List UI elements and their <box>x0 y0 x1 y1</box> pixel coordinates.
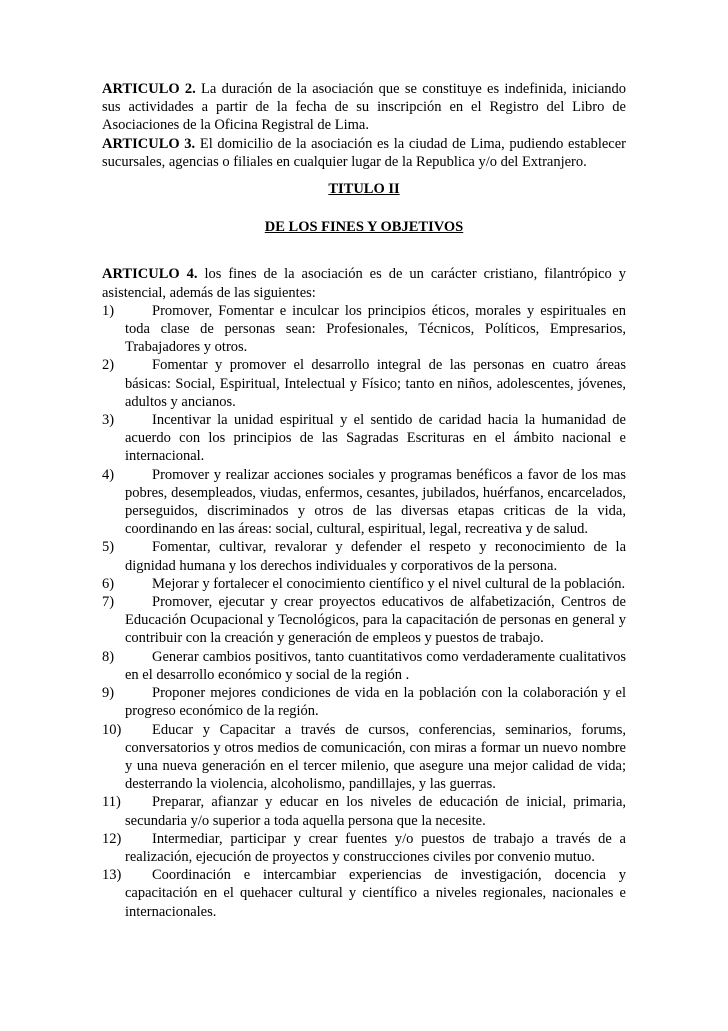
item-number: 8) <box>102 648 115 665</box>
item-text: Coordinación e intercambiar experiencias de investigación, docencia y capacitación en el quehacer cultural y científico a niveles regionales, nacionales e internacionales. <box>125 867 626 920</box>
list-item <box>102 793 626 829</box>
section-subtitle: DE LOS FINES Y OBJETIVOS <box>264 219 464 236</box>
item-number: 1) <box>102 302 115 319</box>
document-page <box>102 80 626 921</box>
list-item <box>102 830 626 866</box>
item-text: Mejorar y fortalecer el conocimiento científico y el nivel cultural de la población. <box>152 575 626 592</box>
list-item <box>102 575 626 593</box>
objectives-list <box>102 302 626 921</box>
item-number: 9) <box>102 685 115 702</box>
article-2-text: La duración de la asociación que se constituye es indefinida, iniciando sus actividades a partir de la fecha de su inscripción en el Registro del Libro de Asociaciones de la Oficina Registral de Lima. <box>102 81 627 134</box>
item-number: 3) <box>102 412 115 429</box>
item-number: 11) <box>102 794 121 811</box>
article-4-label: ARTICULO 4. <box>102 266 198 283</box>
item-text: Preparar, afianzar y educar en los niveles de educación de inicial, primaria, secundaria y/o superior a toda aquella persona que la necesite. <box>125 794 626 829</box>
item-number: 7) <box>102 594 115 611</box>
item-number: 2) <box>102 357 115 374</box>
item-text: Promover, ejecutar y crear proyectos educativos de alfabetización, Centros de Educación Ocupacional y Tecnológicos, para la capacitación de personas en general y contribuir con la creación y generación de empleos y puestos de trabajo. <box>125 594 626 647</box>
item-text: Proponer mejores condiciones de vida en la población con la colaboración y el progreso económico de la región. <box>125 685 626 720</box>
list-item <box>102 593 626 648</box>
item-number: 6) <box>102 575 115 592</box>
item-text: Fomentar y promover el desarrollo integral de las personas en cuatro áreas básicas: Social, Espiritual, Intelectual y Físico; tanto en niños, adolescentes, jóvenes, adultos y ancianos. <box>125 357 626 410</box>
item-number: 13) <box>102 867 122 884</box>
section-title: TITULO II <box>328 181 400 198</box>
item-number: 5) <box>102 539 115 556</box>
list-item <box>102 302 626 357</box>
article-2-label: ARTICULO 2. <box>102 81 196 97</box>
item-number: 12) <box>102 830 122 847</box>
item-text: Promover, Fomentar e inculcar los principios éticos, morales y espirituales en toda clase de personas sean: Profesionales, Técnicos, Políticos, Empresarios, Trabajadores y otros. <box>125 302 626 356</box>
item-text: Intermediar, participar y crear fuentes y/o puestos de trabajo a través de a realización, ejecución de proyectos y construcciones civiles por convenio mutuo. <box>125 830 626 865</box>
article-3-label: ARTICULO 3. <box>102 135 196 152</box>
article-3-text: El domicilio de la asociación es la ciudad de Lima, pudiendo establecer sucursales, agencias o filiales en cualquier lugar de la Republica y/o del Extranjero. <box>102 135 626 170</box>
list-item <box>102 866 626 921</box>
item-text: Generar cambios positivos, tanto cuantitativos como verdaderamente cualitativos en el desarrollo económico y social de la región . <box>125 648 626 683</box>
item-text: Promover y realizar acciones sociales y programas benéficos a favor de los mas pobres, desempleados, viudas, enfermos, cesantes, jubilados, huérfanos, encarcelados, perseguidos, discriminados y otros de las diversas etapas criticas de la vida, coordinando en las áreas: social, cultural, espiritual, legal, recreativa y de salud. <box>125 466 626 538</box>
article-2 <box>102 80 626 135</box>
item-text: Incentivar la unidad espiritual y el sentido de caridad hacia la humanidad de acuerdo con los principios de las Sagradas Escrituras en el ámbito nacional e internacional. <box>125 412 626 465</box>
item-text: Educar y Capacitar a través de cursos, conferencias, seminarios, forums, conversatorios y otros medios de comunicación, con miras a formar un nuevo nombre y una nueva generación en el tercer milenio, que asegure una mejor calidad de vida; desterrando la violencia, alcoholismo, pandillajes, y las guerras. <box>125 721 626 793</box>
list-item <box>102 648 626 684</box>
article-4-text: los fines de la asociación es de un carácter cristiano, filantrópico y asistencial, además de las siguientes: <box>102 266 627 301</box>
item-number: 4) <box>102 466 115 483</box>
list-item <box>102 684 626 720</box>
list-item <box>102 411 626 466</box>
list-item <box>102 356 626 411</box>
article-4 <box>102 265 626 301</box>
list-item <box>102 538 626 574</box>
item-text: Fomentar, cultivar, revalorar y defender el respeto y reconocimiento de la dignidad humana y los derechos individuales y corporativos de la persona. <box>125 539 626 574</box>
item-number: 10) <box>102 721 122 738</box>
list-item <box>102 466 626 539</box>
list-item <box>102 721 626 794</box>
article-3 <box>102 135 626 171</box>
